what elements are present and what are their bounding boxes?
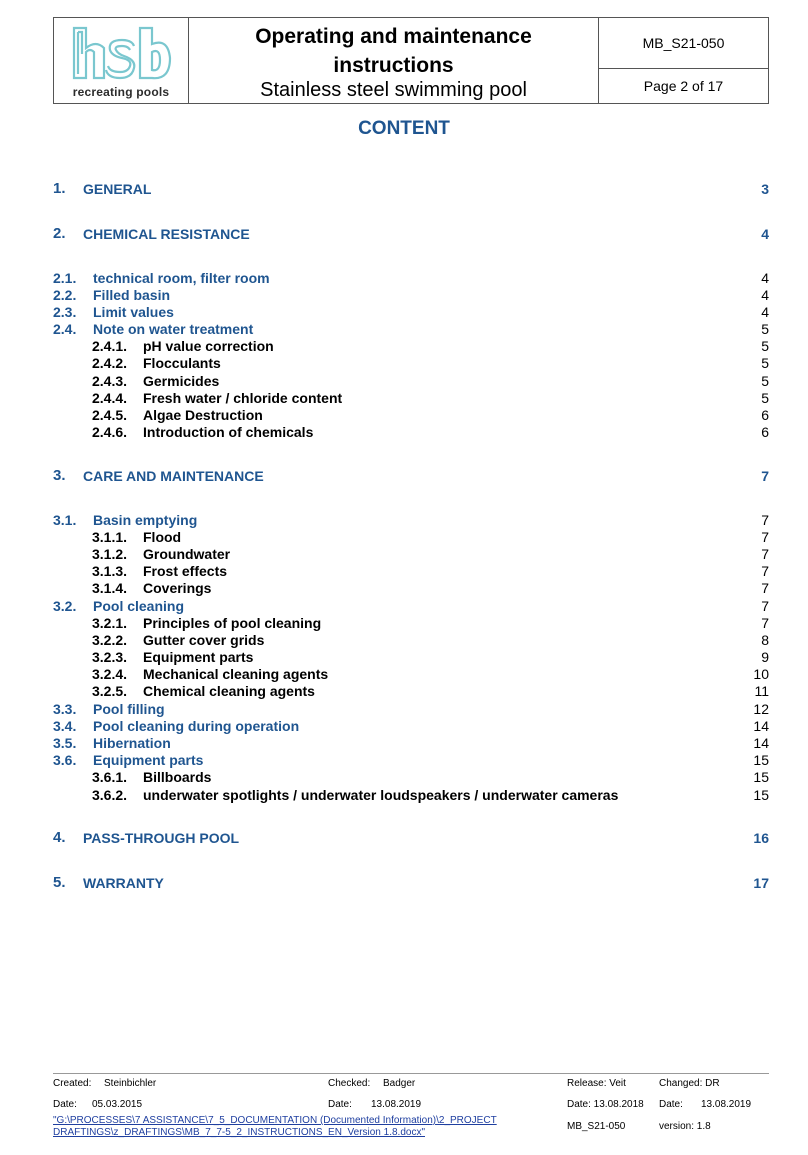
checked-date: 13.08.2019 xyxy=(371,1099,422,1110)
toc-entry-number: 3.2. xyxy=(53,598,77,614)
created-by: Steinbichler xyxy=(104,1078,157,1089)
toc-entry-number: 2. xyxy=(53,225,66,242)
toc-entry-label: underwater spotlights / underwater loudspeakers / underwater cameras xyxy=(143,787,619,803)
toc-entry-label: Germicides xyxy=(143,373,220,389)
checked-label: Checked: xyxy=(328,1078,371,1089)
toc-entry-page: 7 xyxy=(761,615,769,631)
toc-entry-label: Principles of pool cleaning xyxy=(143,615,322,631)
footer-doc-number: MB_S21-050 xyxy=(567,1121,626,1132)
toc-entry[interactable] xyxy=(53,389,769,407)
page-number: Page 2 of 17 xyxy=(643,78,724,94)
changed-date: 13.08.2019 xyxy=(701,1099,752,1110)
toc-entry-label: WARRANTY xyxy=(83,875,164,891)
toc-entry-label: Fresh water / chloride content xyxy=(143,390,343,406)
toc-entry-number: 1. xyxy=(53,180,66,197)
toc-entry-label: Frost effects xyxy=(143,563,228,579)
toc-entry-label: Pool cleaning during operation xyxy=(93,718,300,734)
toc-entry-number: 3.6. xyxy=(53,752,77,768)
toc-entry[interactable] xyxy=(53,337,769,355)
toc-entry[interactable] xyxy=(53,372,769,390)
toc-entry-page: 4 xyxy=(761,270,769,286)
toc-entry-number: 2.3. xyxy=(53,304,77,320)
title-line-2: instructions xyxy=(333,54,454,77)
toc-entry-page: 11 xyxy=(754,683,769,699)
toc-entry-label: Flocculants xyxy=(143,355,221,371)
toc-entry[interactable] xyxy=(53,511,769,529)
toc-entry-label: Billboards xyxy=(143,769,212,785)
toc-entry-label: CHEMICAL RESISTANCE xyxy=(83,226,250,242)
toc-entry-page: 4 xyxy=(761,304,769,320)
toc-entry-number: 3.2.3. xyxy=(92,649,128,665)
toc-entry-label: Hibernation xyxy=(93,735,171,751)
toc-entry-number: 3.5. xyxy=(53,735,77,751)
doc-number: MB_S21-050 xyxy=(599,18,768,69)
toc-entry-number: 3.2.4. xyxy=(92,666,128,682)
content-heading: CONTENT xyxy=(358,118,450,139)
toc-entry-label: Filled basin xyxy=(93,287,171,303)
toc-entry-number: 3.1. xyxy=(53,512,77,528)
doc-info-cell xyxy=(599,18,768,103)
toc-entry-page: 17 xyxy=(753,875,769,891)
toc-entry[interactable] xyxy=(53,528,769,546)
toc-entry-page: 7 xyxy=(761,546,769,562)
toc-entry[interactable] xyxy=(53,734,769,752)
toc-entry-label: CARE AND MAINTENANCE xyxy=(83,468,264,484)
created-label: Created: xyxy=(53,1078,92,1089)
file-path-line-2: DRAFTINGS\z_DRAFTINGS\MB_7_7-5_2_INSTRUCTIONS_EN_Version 1.8.docx" xyxy=(53,1127,425,1138)
document-header xyxy=(53,17,769,104)
file-path-line-1: "G:\PROCESSES\7 ASSISTANCE\7_5_DOCUMENTATION (Documented Information)\2_PROJECT xyxy=(53,1115,497,1126)
created-date: 05.03.2015 xyxy=(92,1099,143,1110)
toc-entry-number: 5. xyxy=(53,874,66,891)
toc-entry-number: 2.4. xyxy=(53,321,77,337)
toc-entry[interactable] xyxy=(53,597,769,615)
logo-cell xyxy=(54,18,189,103)
created-date-label: Date: xyxy=(53,1099,77,1110)
toc-entry-page: 6 xyxy=(761,407,769,423)
toc-entry-label: PASS-THROUGH POOL xyxy=(83,830,240,846)
title-line-1: Operating and maintenance xyxy=(255,25,532,48)
toc-entry-number: 2.4.1. xyxy=(92,338,128,354)
toc-entry-number: 2.4.5. xyxy=(92,407,128,423)
toc-entry[interactable] xyxy=(53,874,769,892)
toc-entry-page: 7 xyxy=(761,512,769,528)
toc-entry-page: 7 xyxy=(761,468,769,484)
toc-entry[interactable] xyxy=(53,467,769,485)
toc-entry-label: Gutter cover grids xyxy=(143,632,265,648)
toc-entry-page: 3 xyxy=(761,181,769,197)
title-cell xyxy=(189,18,599,103)
toc-entry-label: Algae Destruction xyxy=(143,407,263,423)
toc-entry-page: 7 xyxy=(761,529,769,545)
toc-entry-label: Flood xyxy=(143,529,182,545)
toc-entry[interactable] xyxy=(53,562,769,580)
toc-entry[interactable] xyxy=(53,545,769,563)
toc-entry-number: 2.4.6. xyxy=(92,424,128,440)
toc-entry[interactable] xyxy=(53,579,769,597)
toc-entry-page: 5 xyxy=(761,373,769,389)
toc-entry-page: 4 xyxy=(761,287,769,303)
toc-entry[interactable] xyxy=(53,320,769,338)
toc-entry-number: 2.4.2. xyxy=(92,355,128,371)
file-path-link[interactable] xyxy=(53,1115,523,1139)
toc-entry-label: pH value correction xyxy=(143,338,274,354)
toc-entry[interactable] xyxy=(53,751,769,769)
toc-entry[interactable] xyxy=(53,286,769,304)
toc-entry-page: 15 xyxy=(753,787,769,803)
toc-entry-page: 7 xyxy=(761,580,769,596)
toc-entry-number: 3.2.2. xyxy=(92,632,128,648)
toc-entry[interactable] xyxy=(53,406,769,424)
toc-entry-label: Pool cleaning xyxy=(93,598,185,614)
toc-entry[interactable] xyxy=(53,665,769,683)
document-title xyxy=(189,22,598,80)
toc-entry-label: Limit values xyxy=(93,304,174,320)
toc-entry-number: 2.4.4. xyxy=(92,390,128,406)
checked-date-label: Date: xyxy=(328,1099,352,1110)
toc-entry-label: GENERAL xyxy=(83,181,152,197)
toc-entry-number: 3. xyxy=(53,467,66,484)
logo-tagline: recreating pools xyxy=(72,85,170,99)
toc-entry-label: Groundwater xyxy=(143,546,231,562)
release-date: Date: 13.08.2018 xyxy=(567,1099,644,1110)
version-info: version: 1.8 xyxy=(659,1121,711,1132)
toc-entry-label: Equipment parts xyxy=(143,649,254,665)
toc-entry-number: 3.3. xyxy=(53,701,77,717)
toc-entry[interactable] xyxy=(53,786,769,804)
toc-entry-page: 16 xyxy=(753,830,769,846)
hsb-logo-icon xyxy=(70,24,174,84)
toc-entry-page: 12 xyxy=(753,701,769,717)
toc-entry[interactable] xyxy=(53,648,769,666)
toc-entry-number: 3.1.3. xyxy=(92,563,128,579)
toc-entry-page: 5 xyxy=(761,321,769,337)
toc-entry-page: 10 xyxy=(753,666,769,682)
changed-info: Changed: DR xyxy=(659,1078,720,1089)
toc-entry-page: 5 xyxy=(761,355,769,371)
toc-entry[interactable] xyxy=(53,682,769,700)
toc-entry-number: 3.2.5. xyxy=(92,683,128,699)
checked-by: Badger xyxy=(383,1078,416,1089)
toc-entry-label: Introduction of chemicals xyxy=(143,424,314,440)
toc-entry-page: 9 xyxy=(761,649,769,665)
toc-entry-page: 8 xyxy=(761,632,769,648)
toc-entry-label: Mechanical cleaning agents xyxy=(143,666,329,682)
document-subtitle: Stainless steel swimming pool xyxy=(260,79,527,101)
toc-entry-page: 4 xyxy=(761,226,769,242)
toc-entry-page: 14 xyxy=(753,735,769,751)
toc-entry-page: 7 xyxy=(761,598,769,614)
toc-entry-page: 15 xyxy=(753,752,769,768)
toc-entry-label: technical room, filter room xyxy=(93,270,270,286)
toc-entry[interactable] xyxy=(53,303,769,321)
toc-entry[interactable] xyxy=(53,631,769,649)
toc-entry-page: 5 xyxy=(761,390,769,406)
toc-entry[interactable] xyxy=(53,354,769,372)
toc-entry-page: 7 xyxy=(761,563,769,579)
toc-entry[interactable] xyxy=(53,269,769,287)
toc-entry-label: Chemical cleaning agents xyxy=(143,683,315,699)
toc-entry[interactable] xyxy=(53,829,769,847)
toc-entry-page: 15 xyxy=(753,769,769,785)
toc-entry-label: Pool filling xyxy=(93,701,165,717)
toc-entry-page: 6 xyxy=(761,424,769,440)
toc-entry-label: Note on water treatment xyxy=(93,321,254,337)
toc-entry[interactable] xyxy=(53,225,769,243)
toc-entry-number: 3.1.4. xyxy=(92,580,128,596)
toc-entry-number: 3.6.1. xyxy=(92,769,128,785)
toc-entry-page: 5 xyxy=(761,338,769,354)
toc-entry-number: 2.1. xyxy=(53,270,77,286)
footer-divider xyxy=(53,1073,769,1074)
toc-entry-label: Coverings xyxy=(143,580,212,596)
toc-entry-number: 3.2.1. xyxy=(92,615,128,631)
toc-entry-number: 2.2. xyxy=(53,287,77,303)
toc-entry[interactable] xyxy=(53,768,769,786)
toc-entry-page: 14 xyxy=(753,718,769,734)
toc-entry[interactable] xyxy=(53,700,769,718)
toc-entry-label: Basin emptying xyxy=(93,512,198,528)
toc-entry-number: 3.1.1. xyxy=(92,529,128,545)
changed-date-label: Date: xyxy=(659,1099,683,1110)
toc-entry-number: 2.4.3. xyxy=(92,373,128,389)
toc-entry[interactable] xyxy=(53,717,769,735)
toc-entry-number: 3.4. xyxy=(53,718,77,734)
toc-entry-label: Equipment parts xyxy=(93,752,204,768)
release-info: Release: Veit xyxy=(567,1078,626,1089)
toc-entry[interactable] xyxy=(53,614,769,632)
toc-entry-number: 3.6.2. xyxy=(92,787,128,803)
toc-entry[interactable] xyxy=(53,180,769,198)
toc-entry-number: 3.1.2. xyxy=(92,546,128,562)
toc-entry-number: 4. xyxy=(53,829,66,846)
toc-entry[interactable] xyxy=(53,423,769,441)
